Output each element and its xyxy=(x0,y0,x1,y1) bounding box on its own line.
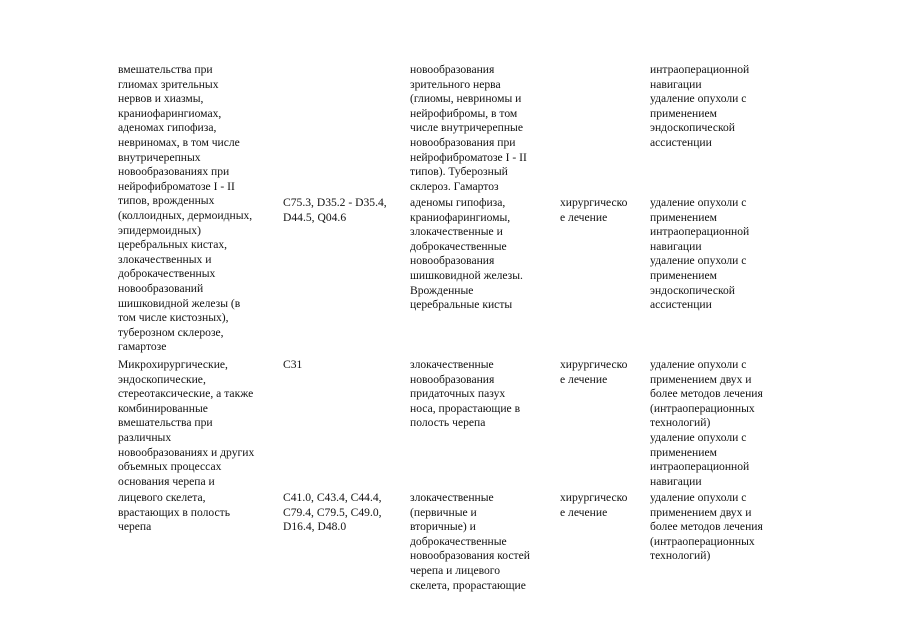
row1-diagnosis-text: новообразования зрительного нерва (глиомы, невриномы и нейрофибромы, в том числе внутричерепные новообразования при нейрофиброматозе I - II типов). Туберозный склероз. Гамартоз xyxy=(410,63,527,193)
row4-treatment-type: хирургическо е лечение xyxy=(560,491,628,519)
row2-diagnosis-text: аденомы гипофиза, краниофарингиомы, злокачественные и доброкачественные новообразования шишковидной железы. Врожденные церебральные кисты xyxy=(410,196,523,312)
row2-method-text: удаление опухоли с применением интраоперационной навигации удаление опухоли с применением эндоскопической ассистенции xyxy=(650,196,750,312)
row3-method-text: удаление опухоли с применением двух и более методов лечения (интраоперационных технологий) удаление опухоли с применением интраоперационной навигации xyxy=(650,358,763,488)
row4-diagnosis-text: злокачественные (первичные и вторичные) и доброкачественные новообразования костей черепа и лицевого скелета, прорастающие xyxy=(410,491,530,592)
row3-intervention-text: Микрохирургические, эндоскопические, стереотаксические, а также комбинированные вмешательства при различных новообразованиях и других объемных процессах основания черепа и xyxy=(118,358,255,488)
row3-treatment-type: хирургическо е лечение xyxy=(560,358,628,386)
row1-intervention-text: вмешательства при глиомах зрительных нервов и хиазмы, краниофарингиомах, аденомах гипофиза, невриномах, в том числе внутричерепных новообразованиях при нейрофиброматозе I - II типов, врожденных (коллоидных, дермоидных, эпидермоидных) церебральных кистах, злокачественных и доброкачественных новообразований шишковидной железы (в том числе кистозных), туберозном склерозе, гамартозе xyxy=(118,63,253,354)
row4-icd-codes: C41.0, C43.4, C44.4, C79.4, C79.5, C49.0, D16.4, D48.0 xyxy=(283,491,382,534)
row3-diagnosis-text: злокачественные новообразования придаточных пазух носа, прорастающие в полость черепа xyxy=(410,358,521,430)
row2-icd-codes: C75.3, D35.2 - D35.4, D44.5, Q04.6 xyxy=(283,196,387,224)
row4-intervention-text: лицевого скелета, врастающих в полость черепа xyxy=(118,491,230,534)
row2-treatment-type: хирургическо е лечение xyxy=(560,196,628,224)
row1-method-text: интраоперационной навигации удаление опухоли с применением эндоскопической ассистенции xyxy=(650,63,750,149)
row3-icd-codes: C31 xyxy=(283,358,303,371)
row4-method-text: удаление опухоли с применением двух и более методов лечения (интраоперационных технологий) xyxy=(650,491,763,563)
